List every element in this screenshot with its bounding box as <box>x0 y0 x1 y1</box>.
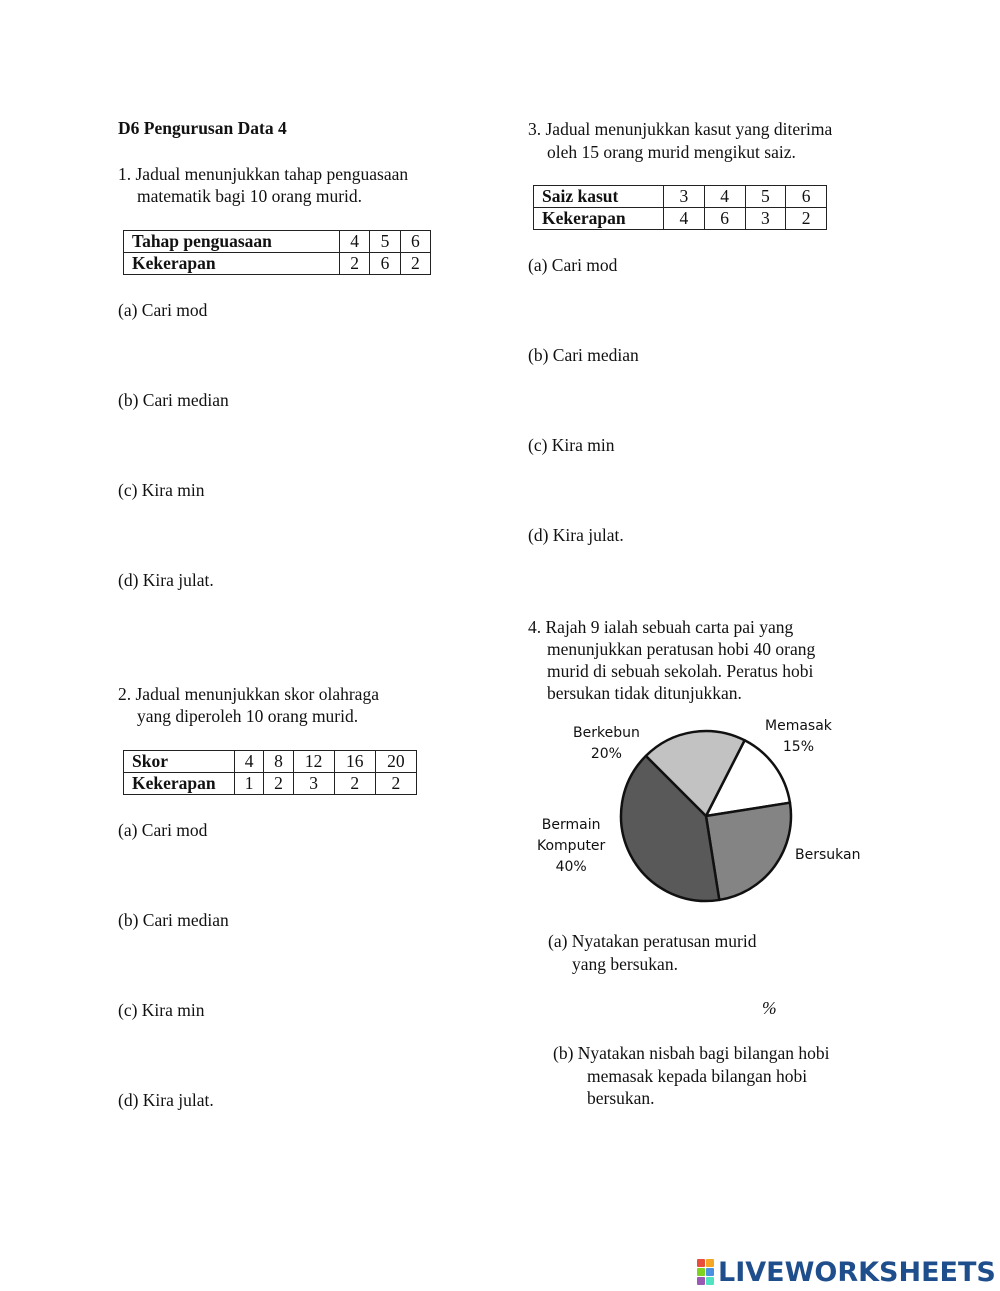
q1-table-header: Tahap penguasaan <box>124 231 340 253</box>
q1-part-b: (b) Cari median <box>118 390 229 410</box>
q1-table-cell: 2 <box>400 253 430 275</box>
q1-table-row-frequency <box>124 253 431 275</box>
q4-prompt-line4: bersukan tidak ditunjukkan. <box>547 683 742 703</box>
q3-part-c: (c) Kira min <box>528 435 615 455</box>
q3-table-cell: 6 <box>704 208 745 230</box>
logo-block <box>706 1259 714 1267</box>
pie-label-memasak <box>765 716 832 758</box>
q2-table-cell: 3 <box>293 773 334 795</box>
q3-part-b: (b) Cari median <box>528 345 639 365</box>
q3-table-row-header <box>534 186 827 208</box>
q1-table-header: Kekerapan <box>124 253 340 275</box>
q3-table-cell: 5 <box>745 186 786 208</box>
q1-table-cell: 6 <box>370 253 400 275</box>
q4-prompt-line1: 4. Rajah 9 ialah sebuah carta pai yang <box>528 617 794 637</box>
q2-table-cell: 20 <box>375 751 416 773</box>
logo-text: LIVEWORKSHEETS <box>718 1256 996 1288</box>
logo-block <box>697 1259 705 1267</box>
q3-table-row-frequency <box>534 208 827 230</box>
q3-part-d: (d) Kira julat. <box>528 525 624 545</box>
q4-prompt-line2: menunjukkan peratusan hobi 40 orang <box>547 639 816 659</box>
q1-part-d: (d) Kira julat. <box>118 570 214 590</box>
pie-label-berkebun <box>573 723 640 765</box>
q2-table-header: Skor <box>124 751 235 773</box>
logo-block <box>697 1268 705 1276</box>
q1-table <box>123 230 431 275</box>
pie-label-name: Bersukan <box>795 847 861 863</box>
pie-label-name-line1: Bermain <box>541 817 601 833</box>
q1-part-c: (c) Kira min <box>118 480 205 500</box>
q1-table-cell: 4 <box>340 231 370 253</box>
q2-table-header: Kekerapan <box>124 773 235 795</box>
q2-table-cell: 4 <box>235 751 264 773</box>
q4-part-b-line2: memasak kepada bilangan hobi <box>587 1066 808 1086</box>
pie-label-name-line2: Komputer <box>537 838 606 854</box>
liveworksheets-logo <box>697 1257 996 1287</box>
q2-table-cell: 2 <box>334 773 375 795</box>
q2-part-d: (d) Kira julat. <box>118 1090 214 1110</box>
logo-block <box>697 1277 705 1285</box>
q2-table-cell: 8 <box>264 751 293 773</box>
q1-table-cell: 2 <box>340 253 370 275</box>
pie-label-bersukan <box>795 845 860 866</box>
q3-prompt-line1: 3. Jadual menunjukkan kasut yang diterima <box>528 119 833 139</box>
q3-table-cell: 3 <box>745 208 786 230</box>
q2-part-a: (a) Cari mod <box>118 820 208 840</box>
q2-table-row-frequency <box>124 773 417 795</box>
q3-table <box>533 185 827 230</box>
q3-part-a: (a) Cari mod <box>528 255 618 275</box>
q2-table-cell: 16 <box>334 751 375 773</box>
q3-table-header: Saiz kasut <box>534 186 664 208</box>
pie-label-value: 20% <box>590 746 622 762</box>
q2-table-row-header <box>124 751 417 773</box>
q3-table-cell: 3 <box>664 186 705 208</box>
q3-table-header: Kekerapan <box>534 208 664 230</box>
pie-label-name: Memasak <box>765 718 832 734</box>
pie-label-value: 40% <box>555 859 587 875</box>
q1-table-row-header <box>124 231 431 253</box>
logo-block <box>706 1277 714 1285</box>
q4-part-a-line2: yang bersukan. <box>572 954 678 974</box>
q2-table <box>123 750 417 795</box>
q1-part-a: (a) Cari mod <box>118 300 208 320</box>
q3-table-cell: 6 <box>786 186 827 208</box>
pie-slice-bersukan <box>706 803 791 900</box>
q3-prompt-line2: oleh 15 orang murid mengikut saiz. <box>547 142 796 162</box>
q4-part-b-line1: (b) Nyatakan nisbah bagi bilangan hobi <box>553 1043 830 1063</box>
q1-table-cell: 6 <box>400 231 430 253</box>
q2-table-cell: 1 <box>235 773 264 795</box>
q2-table-cell: 2 <box>375 773 416 795</box>
q2-prompt-line2: yang diperoleh 10 orang murid. <box>137 706 359 726</box>
worksheet-title: D6 Pengurusan Data 4 <box>118 118 287 138</box>
q3-table-cell: 4 <box>704 186 745 208</box>
pie-label-name: Berkebun <box>573 725 640 741</box>
q2-table-cell: 12 <box>293 751 334 773</box>
q2-part-c: (c) Kira min <box>118 1000 205 1020</box>
q2-table-cell: 2 <box>264 773 293 795</box>
q4-part-b-line3: bersukan. <box>587 1088 655 1108</box>
q1-table-cell: 5 <box>370 231 400 253</box>
q3-table-cell: 4 <box>664 208 705 230</box>
q4-part-a-line1: (a) Nyatakan peratusan murid <box>548 931 757 951</box>
q3-table-cell: 2 <box>786 208 827 230</box>
logo-blocks-icon <box>697 1259 714 1285</box>
q2-prompt-line1: 2. Jadual menunjukkan skor olahraga <box>118 684 379 704</box>
q2-part-b: (b) Cari median <box>118 910 229 930</box>
q1-prompt-line1: 1. Jadual menunjukkan tahap penguasaan <box>118 164 409 184</box>
q1-prompt-line2: matematik bagi 10 orang murid. <box>137 186 363 206</box>
pie-label-value: 15% <box>782 739 814 755</box>
logo-block <box>706 1268 714 1276</box>
q4-prompt-line3: murid di sebuah sekolah. Peratus hobi <box>547 661 814 681</box>
pie-label-bermain-komputer <box>537 815 605 878</box>
q4-percent-answer: % <box>762 998 777 1018</box>
